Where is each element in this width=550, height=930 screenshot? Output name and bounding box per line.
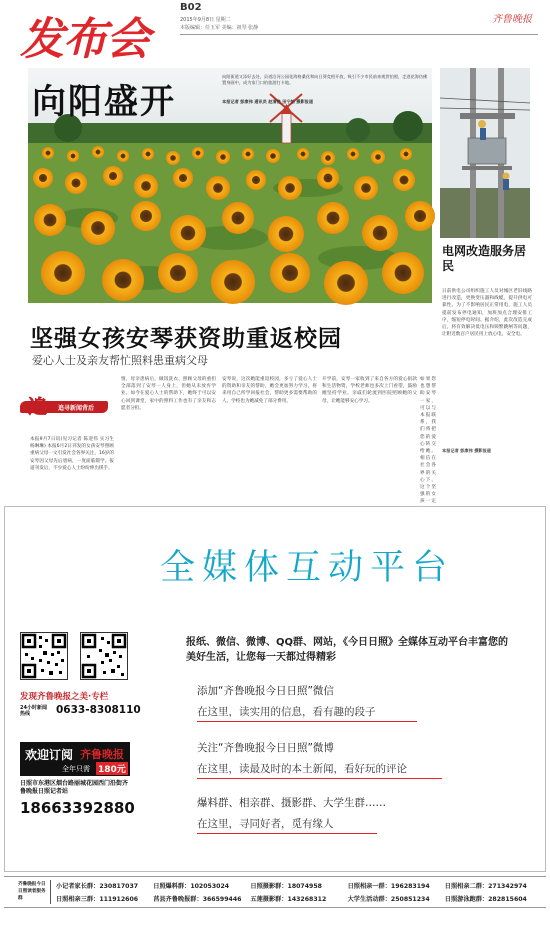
hotline-number[interactable]: 0633-8308110 [56,704,141,716]
ad-title: 全媒体互动平台 [160,548,455,588]
issue-date: 2015年9月8日 星期二 [180,17,231,23]
lead-summary: 向阳街道又添好去处，县道沿河公园花海格桑花和向日葵竞相开放，吸引不少市民前来观赏拍照，走进花海仿佛置身画中，成为家门口的旅游打卡地。 [222,74,428,85]
group-name: 日照相亲一群 [347,883,385,890]
ad-item-wechat [197,683,457,722]
footer-group[interactable]: 日照相亲二群：271342974 [444,883,527,890]
side-photo [440,68,530,238]
group-name: 大学生活动群 [347,896,385,903]
group-number: 18074958 [287,883,322,890]
power-grid-image [440,68,530,238]
lead-headline: 向阳盛开 [32,82,176,122]
badge-caption: 追寻新闻背后 [58,405,95,412]
footer-groups [56,881,542,903]
ad-item-line2: 在这里，寻同好者，觅有缘人 [197,818,334,830]
ad-item-line2: 在这里，读最及时的本土新闻，看好玩的评论 [197,763,407,775]
group-number: 143268312 [287,896,327,903]
group-name: 五莲摄影群 [250,896,282,903]
ad-item-weibo [197,740,457,779]
ad-intro: 报纸、微信、微博、QQ群、网站，《今日日照》全媒体互动平台丰富您的美好生活，让您每一天都过得精彩 [186,637,509,663]
qr-weibo-icon [81,633,127,679]
side-body: 日前供电公司组织施工人员对城区老旧线路进行改造，更换变压器和线缆，提升供电可靠性。为了不影响居民正常用电，施工人员提前发布停电通知，加班加点合理安排工序，缩短停电时间。据介绍，此次改造完成后，将有效解决低电压和频繁跳闸等问题，让附近数百户居民用上放心电、安全电。 [442,289,532,338]
editors-line: 本版编辑：任玉军 美编：祖琴 张静 [180,25,259,31]
brand-logo: 齐鲁晚报 [492,14,532,25]
side-byline: 本报记者 彭康伟 摄影报道 [442,448,491,453]
subscribe-price-label: 全年只需 [62,765,90,773]
ad-item-groups [197,795,457,834]
masthead-rule [180,34,538,35]
footer-group[interactable]: 小记者家长群：230817037 [56,883,139,890]
qr-wechat-icon [21,633,67,679]
group-name: 日照爆料群 [153,883,185,890]
qr-code-wechat[interactable] [20,632,68,680]
lead-byline: 本报记者 彭康伟 通讯员 赵清艳 田宁怡 摄影报道 [222,99,314,104]
footer-group[interactable]: 日照相亲一群：196283194 [347,883,430,890]
ad-item-line2: 在这里，读实用的信息，看有趣的段子 [197,706,376,718]
article-col-3: 安琴说，这次她能重返校园，多亏了爱心人士的资助和亲友的帮助，她会更加努力学习，将来用自己所学回报社会，帮助更多需要帮助的人。学校也为她减免了部分费用。 [222,377,317,404]
group-name: 日照相亲二群 [444,883,482,890]
group-name: 日照相亲三群 [56,896,94,903]
ad-item-underline [197,833,377,834]
article-col-5: 如果您也想帮助安琴一家，可以与本报联系，我们将把您的爱心转交给她。相信在社会各界的关心下，这个坚强的女孩一定 [420,377,436,505]
side-headline [442,244,532,274]
article-col-4: 开学前，安琴一家收到了来自各方的爱心捐款和生活物资，学校老师也多次上门看望，鼓励她坚持学业。亲戚们轮流到医院照顾她的父母，让她能够安心学习。 [322,377,417,404]
badge-character: 追 [28,396,48,418]
masthead-title: 发布会 [20,14,149,65]
group-name: 小记者家长群 [56,883,94,890]
group-number: 250851234 [390,896,430,903]
masthead [0,0,550,65]
footer-group[interactable]: 大学生活动群：250851234 [347,896,430,903]
subscribe-price: 180元 [96,762,128,775]
footer-group[interactable]: 日照爆料群：102053024 [153,883,230,890]
ad-item-underline [197,721,417,722]
group-number: 102053024 [190,883,230,890]
ad-item-line1: 关注“齐鲁晚报今日日照”微博 [197,742,334,754]
footer-group[interactable]: 日照相亲三群：111912606 [56,896,139,903]
page-number: B02 [180,2,202,13]
subscribe-box[interactable] [20,742,130,776]
article-col-1: 本报9月7日讯(见习记者 陈迎伟 实习生 杨琳琳) 本报6月2日刊发的女孩安琴照顾重病父母一文引发社会各界关注，16岁的安琴因父母先后患病，一度面临辍学。报道刊发后，不少爱心人士纷纷伸出援手。 [30,437,114,471]
footer-divider [50,880,51,904]
group-number: 282815604 [488,896,527,903]
subscribe-phone[interactable]: 18663392880 [20,799,135,817]
group-name: 日照摄影群 [250,883,282,890]
footer-group[interactable]: 日照游泳跑群：282815604 [444,896,527,903]
qr-code-weibo[interactable] [80,632,128,680]
hotline-label: 24小时新闻热线 [20,705,47,717]
group-name: 莒县齐鲁晚报群 [153,896,197,903]
group-number: 366599446 [202,896,242,903]
group-number: 196283194 [390,883,430,890]
footer-bar [4,876,546,908]
article-col-2: 情，母亲患病后，做饭洗衣、照顾父母的重担全部落到了安琴一人身上，但她从未放弃学业。如今在爱心人士的帮助下，她终于可以安心回到课堂，家中的照料工作也有了亲友和志愿者分担。 [121,377,216,411]
footer-group[interactable]: 莒县齐鲁晚报群：366599446 [153,896,242,903]
footer-label: 齐鲁晚报今日日照读者服务群 [18,882,46,901]
footer-group[interactable]: 五莲摄影群：143268312 [250,896,327,903]
ad-item-line1: 爆料群、相亲群、摄影群、大学生群…… [197,797,386,809]
side-headline-text: 电网改造服务居民 [442,244,527,273]
subscribe-address: 日照市东港区烟台路丽城花园西门沿街齐鲁晚报日照记者站 [20,780,129,795]
group-name: 日照游泳跑群 [444,896,482,903]
follow-up-badge [20,392,108,418]
subscribe-label: 欢迎订阅 [25,748,74,762]
main-headline: 坚强女孩安琴获资助重返校园 [30,326,342,352]
ad-item-line1: 添加“齐鲁晚报今日日照”微信 [197,685,334,697]
group-number: 271342974 [488,883,527,890]
qr-caption: 发现齐鲁晚报之美·专栏 [20,692,109,702]
footer-group[interactable]: 日照摄影群：18074958 [250,883,322,890]
ad-item-underline [197,778,442,779]
subscribe-brand: 齐鲁晚报 [80,748,124,761]
group-number: 111912606 [99,896,139,903]
group-number: 230817037 [99,883,139,890]
main-subhead: 爱心人士及亲友帮忙照料患重病父母 [32,354,208,367]
